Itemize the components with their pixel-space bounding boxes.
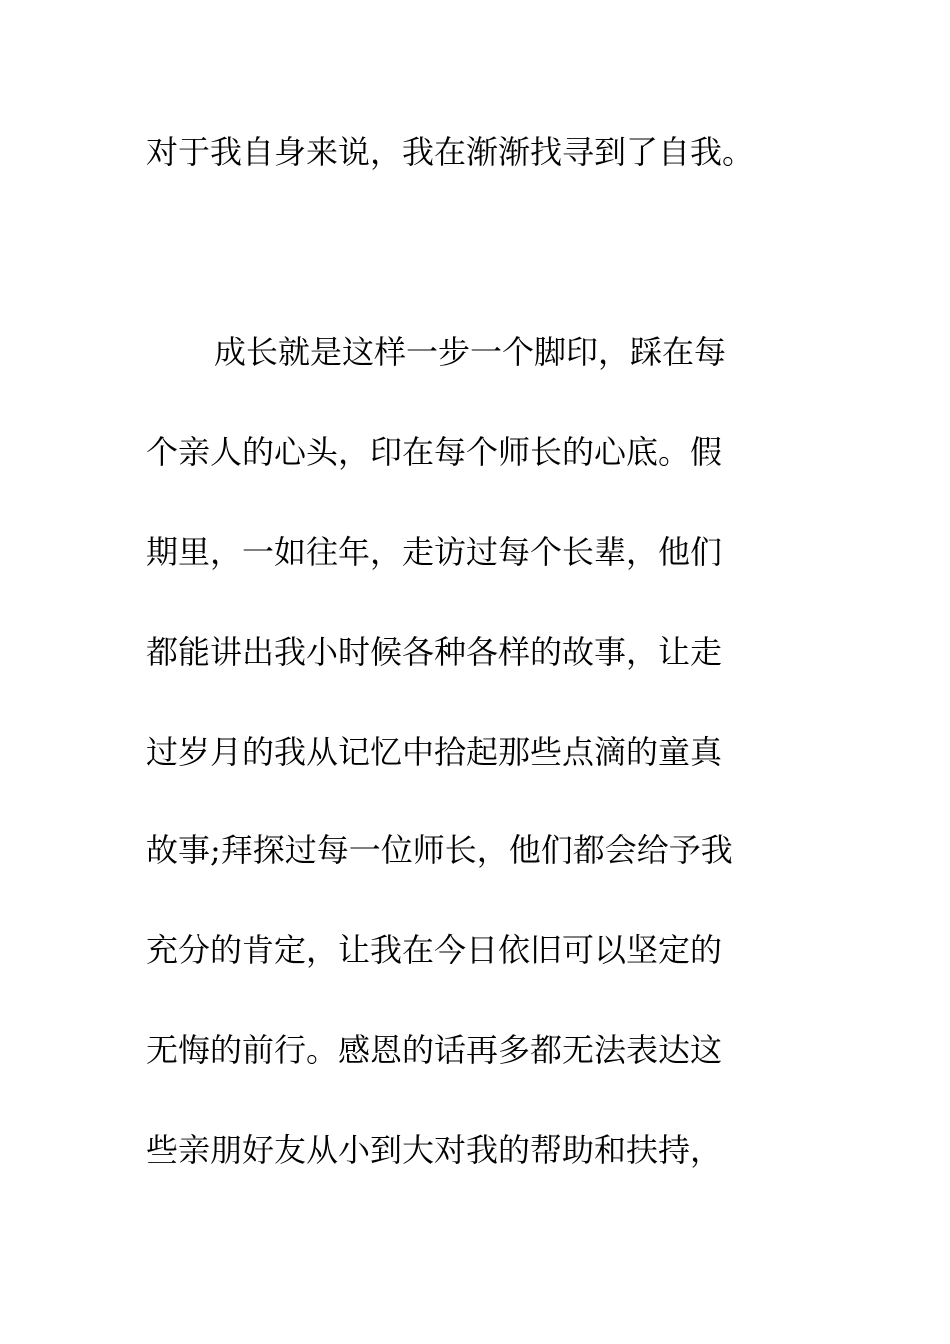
paragraph-line: 无悔的前行。感恩的话再多都无法表达这	[146, 1031, 723, 1069]
paragraph-line: 些亲朋好友从小到大对我的帮助和扶持，	[146, 1131, 723, 1169]
paragraph-line: 故事;拜探过每一位师长，他们都会给予我	[146, 831, 733, 869]
paragraph-line: 成长就是这样一步一个脚印，踩在每	[214, 333, 727, 371]
paragraph-line: 期里，一如往年，走访过每个长辈，他们	[146, 533, 723, 571]
paragraph-line: 过岁月的我从记忆中拾起那些点滴的童真	[146, 733, 723, 771]
paragraph-line: 个亲人的心头，印在每个师长的心底。假	[146, 433, 723, 471]
paragraph-line: 对于我自身来说，我在渐渐找寻到了自我。	[146, 133, 755, 171]
paragraph-line: 都能讲出我小时候各种各样的故事，让走	[146, 633, 723, 671]
paragraph-line: 充分的肯定，让我在今日依旧可以坚定的	[146, 931, 723, 969]
